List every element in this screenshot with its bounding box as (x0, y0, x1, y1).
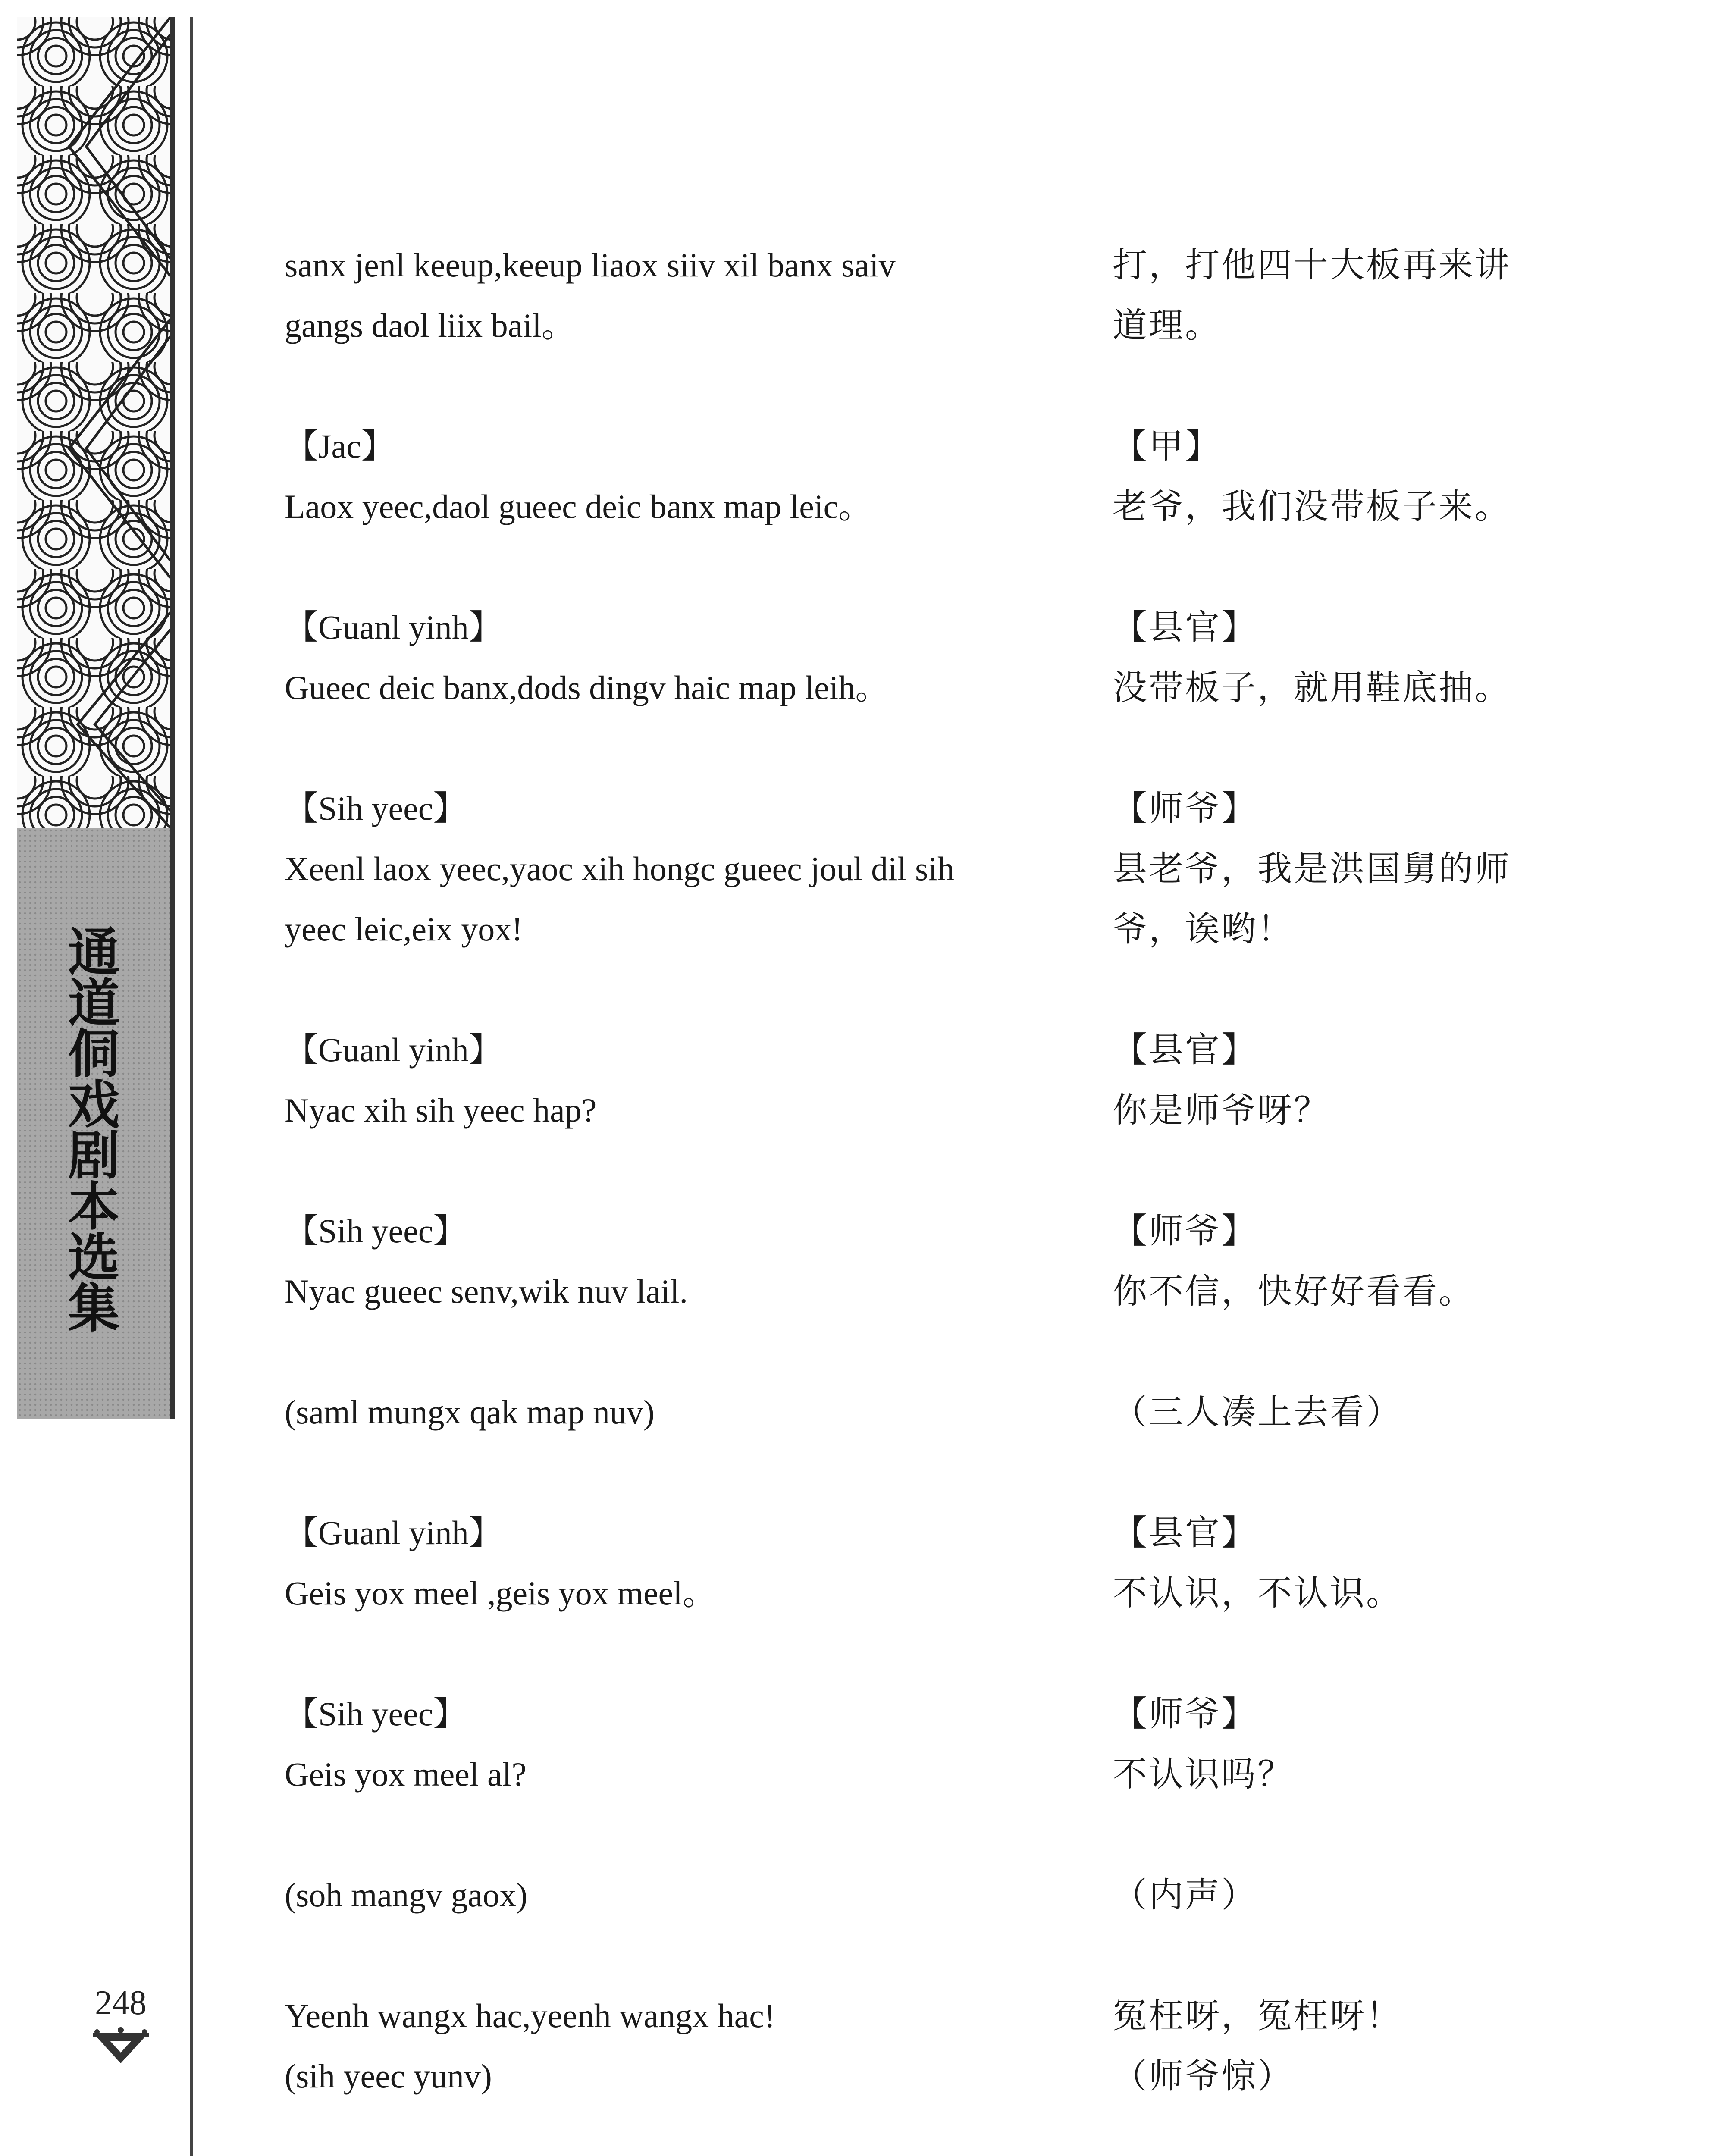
dong-line: gangs daol liix bail。 (285, 307, 575, 344)
chinese-text-column (1113, 1382, 1600, 1442)
chinese-line: 冤枉呀，冤枉呀！ (1113, 1996, 1402, 2036)
dong-line: Geis yox meel al? (285, 1755, 527, 1793)
chinese-text-column (1113, 416, 1600, 537)
dong-line: 【Guanl yinh】 (285, 608, 502, 646)
dialogue-block (285, 1865, 1600, 1925)
dialogue-block (285, 1020, 1600, 1141)
chinese-text-column (1113, 1020, 1600, 1141)
chinese-text-column (1113, 597, 1600, 718)
chinese-text-column (1113, 1986, 1600, 2106)
dialogue-block (285, 1201, 1600, 1322)
dong-line: Yeenh wangx hac,yeenh wangx hac! (285, 1997, 775, 2034)
dialogue-block (285, 235, 1600, 356)
dong-line: (saml mungx qak map nuv) (285, 1393, 655, 1431)
vertical-book-title: 通道侗戏剧本选集 (68, 922, 120, 1339)
dialogue-block (285, 778, 1600, 959)
chinese-line: 老爷，我们没带板子来。 (1113, 486, 1511, 526)
chinese-text-column (1113, 235, 1600, 356)
side-decoration (17, 17, 175, 1419)
dialogue-block (285, 1503, 1600, 1623)
dong-line: 【Guanl yinh】 (285, 1031, 502, 1069)
chinese-line: 【甲】 (1113, 426, 1221, 466)
dong-line: 【Sih yeec】 (285, 1695, 467, 1733)
dong-line: 【Sih yeec】 (285, 790, 467, 827)
chinese-text-column (1113, 778, 1600, 959)
series-title-box (17, 828, 170, 1419)
chinese-text-column (1113, 1201, 1600, 1322)
page-ornament-icon (88, 2027, 153, 2065)
chinese-text-column (1113, 1684, 1600, 1805)
cloud-pattern-decoration (17, 17, 170, 828)
script-content (285, 235, 1600, 2156)
dialogue-block (285, 1382, 1600, 1442)
chinese-line: 县老爷，我是洪国舅的师 (1113, 849, 1511, 889)
dong-line: Geis yox meel ,geis yox meel。 (285, 1574, 716, 1612)
chinese-line: 【县官】 (1113, 607, 1257, 647)
dong-line: Nyac xih sih yeec hap? (285, 1091, 597, 1129)
chinese-text-column (1113, 1503, 1600, 1623)
chinese-line: 你不信，快好好看看。 (1113, 1271, 1475, 1311)
dong-text-column (285, 597, 1044, 718)
dong-line: (soh mangv gaox) (285, 1876, 528, 1914)
chinese-line: 【师爷】 (1113, 1211, 1257, 1251)
chinese-line: 道理。 (1113, 305, 1221, 345)
chinese-line: 你是师爷呀？ (1113, 1090, 1330, 1130)
dong-text-column (285, 1503, 1044, 1623)
page-number: 248 (95, 1984, 147, 2022)
chinese-line: （内声） (1113, 1875, 1257, 1915)
dong-line: 【Guanl yinh】 (285, 1514, 502, 1551)
dong-line: sanx jenl keeup,keeup liaox siiv xil banx saiv (285, 246, 896, 284)
margin-rule (190, 17, 193, 2156)
chinese-line: （师爷惊） (1113, 2056, 1294, 2096)
dong-line: (sih yeec yunv) (285, 2057, 492, 2095)
chinese-line: 爷，诶哟！ (1113, 909, 1294, 949)
dialogue-block (285, 1684, 1600, 1805)
dong-text-column (285, 1382, 1044, 1442)
chinese-line: 【县官】 (1113, 1030, 1257, 1070)
dong-line: Gueec deic banx,dods dingv haic map leih。 (285, 669, 889, 706)
dong-text-column (285, 778, 1044, 959)
dong-text-column (285, 416, 1044, 537)
dong-line: Nyac gueec senv,wik nuv lail. (285, 1272, 688, 1310)
dong-line: 【Sih yeec】 (285, 1212, 467, 1250)
cloud-pattern-icon (17, 17, 170, 828)
dong-text-column (285, 1201, 1044, 1322)
chinese-line: 不认识，不认识。 (1113, 1573, 1402, 1613)
chinese-text-column (1113, 1865, 1600, 1925)
chinese-line: 【师爷】 (1113, 1694, 1257, 1734)
dialogue-block (285, 597, 1600, 718)
dong-line: 【Jac】 (285, 427, 395, 465)
dong-text-column (285, 1865, 1044, 1925)
dong-text-column (285, 235, 1044, 356)
dong-text-column (285, 1020, 1044, 1141)
dong-line: yeec leic,eix yox! (285, 910, 523, 948)
chinese-line: （三人凑上去看） (1113, 1392, 1402, 1432)
chinese-line: 不认识吗？ (1113, 1754, 1294, 1794)
dong-line: Xeenl laox yeec,yaoc xih hongc gueec joul dil sih (285, 850, 954, 887)
chinese-line: 【县官】 (1113, 1513, 1257, 1553)
dialogue-block (285, 416, 1600, 537)
dong-text-column (285, 1684, 1044, 1805)
dialogue-block (285, 1986, 1600, 2106)
chinese-line: 【师爷】 (1113, 788, 1257, 828)
chinese-line: 打，打他四十大板再来讲 (1113, 245, 1511, 285)
dong-line: Laox yeec,daol gueec deic banx map leic。 (285, 488, 872, 525)
chinese-line: 没带板子，就用鞋底抽。 (1113, 667, 1511, 708)
dong-text-column (285, 1986, 1044, 2106)
